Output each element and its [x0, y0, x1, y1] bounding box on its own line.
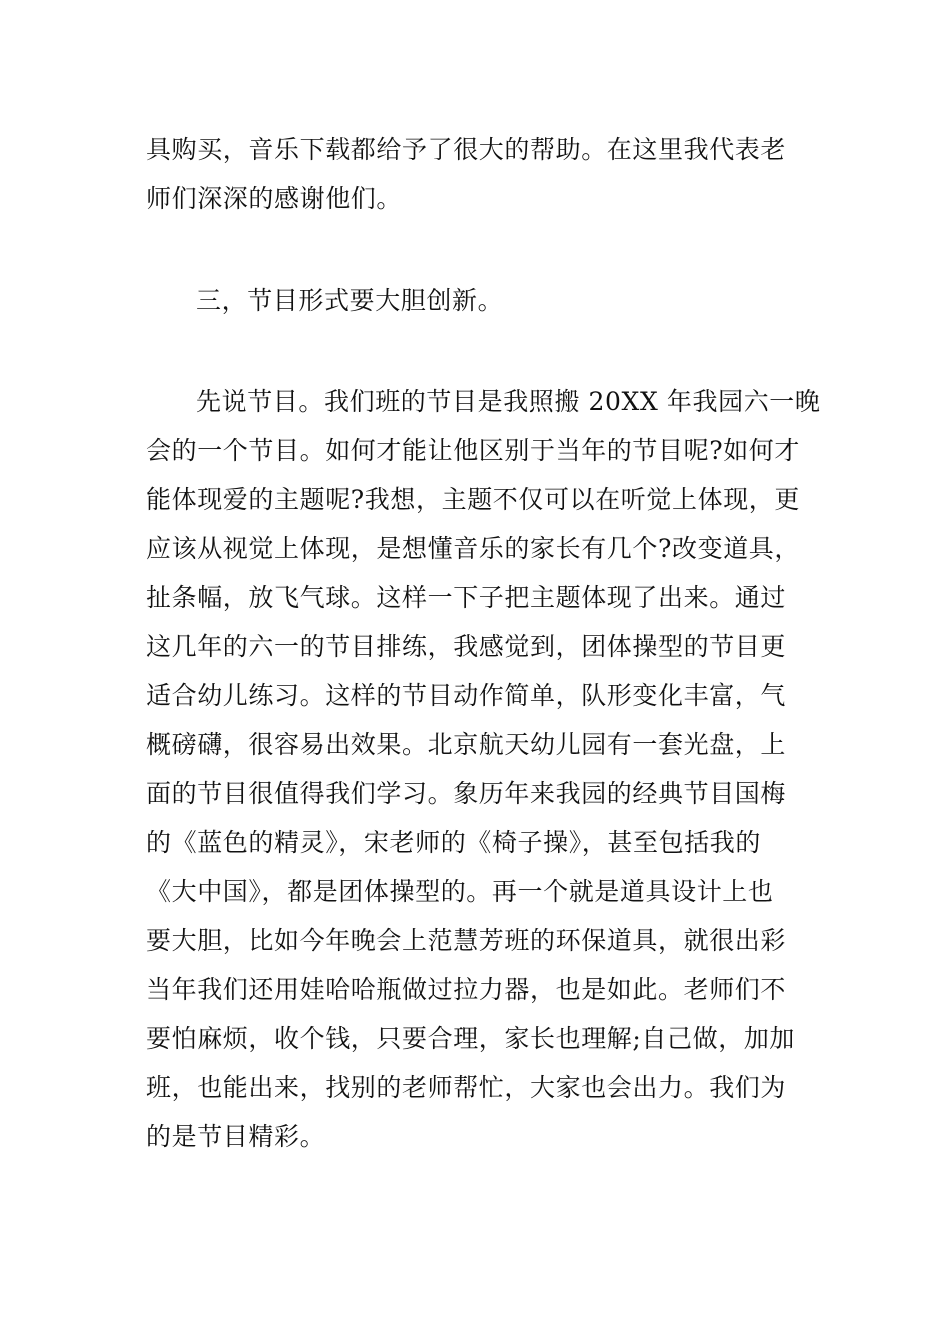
paragraph-2-line-14: 要怕麻烦，收个钱，只要合理，家长也理解;自己做，加加 — [146, 1024, 796, 1053]
paragraph-2-line-11: 《大中国》，都是团体操型的。再一个就是道具设计上也 — [146, 877, 774, 906]
paragraph-2-line-7: 适合幼儿练习。这样的节目动作简单，队形变化丰富，气 — [146, 681, 787, 710]
paragraph-2-line-6: 这几年的六一的节目排练，我感觉到，团体操型的节目更 — [146, 632, 787, 661]
paragraph-2-line-8: 概磅礴，很容易出效果。北京航天幼儿园有一套光盘，上 — [146, 730, 787, 759]
paragraph-2-line-9: 面的节目很值得我们学习。象历年来我园的经典节目国梅 — [146, 779, 787, 808]
paragraph-2-line-5: 扯条幅，放飞气球。这样一下子把主题体现了出来。通过 — [146, 583, 787, 612]
paragraph-2-line-2: 会的一个节目。如何才能让他区别于当年的节目呢?如何才 — [146, 436, 801, 465]
paragraph-2-line-10: 的《蓝色的精灵》，宋老师的《椅子操》，甚至包括我的 — [146, 828, 762, 857]
paragraph-1-line-1: 具购买，音乐下载都给予了很大的帮助。在这里我代表老 — [146, 135, 787, 164]
paragraph-2-line-1: 先说节目。我们班的节目是我照搬 20XX 年我园六一晚 — [196, 387, 821, 416]
paragraph-2-line-12: 要大胆，比如今年晚会上范慧芳班的环保道具，就很出彩 — [146, 926, 787, 955]
paragraph-2-line-13: 当年我们还用娃哈哈瓶做过拉力器，也是如此。老师们不 — [146, 975, 787, 1004]
paragraph-2-line-4: 应该从视觉上体现，是想懂音乐的家长有几个?改变道具， — [146, 534, 801, 563]
paragraph-2-line-16: 的是节目精彩。 — [146, 1122, 326, 1151]
paragraph-2-line-15: 班，也能出来，找别的老师帮忙，大家也会出力。我们为 — [146, 1073, 787, 1102]
paragraph-2-line-3: 能体现爱的主题呢?我想，主题不仅可以在听觉上体现，更 — [146, 485, 801, 514]
section-heading-3: 三，节目形式要大胆创新。 — [196, 286, 504, 315]
paragraph-1-line-2: 师们深深的感谢他们。 — [146, 184, 403, 213]
